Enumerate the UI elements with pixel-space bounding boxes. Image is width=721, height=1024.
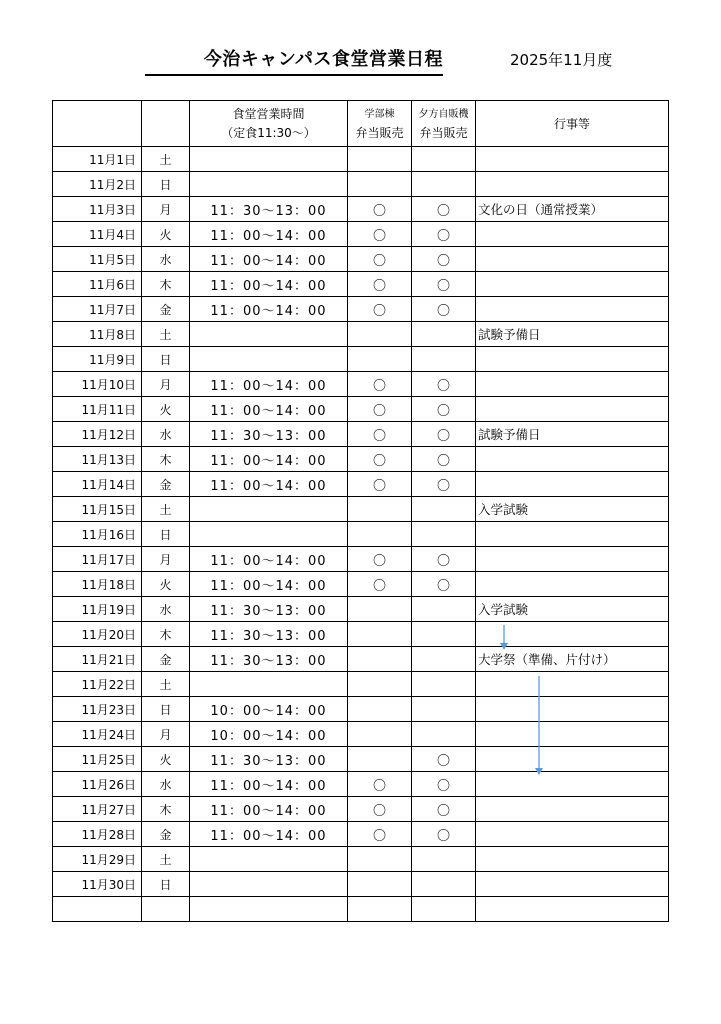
- bento2-mark: [412, 172, 476, 197]
- weekday-cell: 土: [142, 497, 190, 522]
- bento1-mark: [348, 697, 412, 722]
- bento1-mark: 〇: [348, 197, 412, 222]
- date-cell: 11月28日: [53, 822, 142, 847]
- date-cell: 11月27日: [53, 797, 142, 822]
- table-row: [53, 622, 669, 647]
- table-row: [53, 397, 669, 422]
- bento2-mark: [412, 497, 476, 522]
- event-cell: [476, 772, 669, 797]
- bento2-mark: [412, 622, 476, 647]
- page-title: 今治キャンパス食堂営業日程: [145, 48, 443, 76]
- bento1-mark: [348, 672, 412, 697]
- hours-cell: 11：00～14：00: [190, 247, 348, 272]
- event-cell: [476, 897, 669, 922]
- weekday-cell: 木: [142, 622, 190, 647]
- header-bento1: [348, 101, 412, 147]
- event-cell: [476, 222, 669, 247]
- bento2-mark: 〇: [412, 447, 476, 472]
- weekday-cell: 日: [142, 522, 190, 547]
- bento1-mark: 〇: [348, 272, 412, 297]
- hours-cell: 11：00～14：00: [190, 472, 348, 497]
- weekday-cell: 土: [142, 672, 190, 697]
- table-row: [53, 722, 669, 747]
- hours-cell: 11：00～14：00: [190, 397, 348, 422]
- table-row: [53, 447, 669, 472]
- date-cell: 11月21日: [53, 647, 142, 672]
- table-row: [53, 472, 669, 497]
- table-row: [53, 247, 669, 272]
- bento1-mark: [348, 747, 412, 772]
- bento1-mark: 〇: [348, 422, 412, 447]
- hours-cell: 10：00～14：00: [190, 697, 348, 722]
- bento1-mark: 〇: [348, 397, 412, 422]
- weekday-cell: 日: [142, 697, 190, 722]
- bento2-mark: 〇: [412, 222, 476, 247]
- event-cell: [476, 372, 669, 397]
- table-row: [53, 197, 669, 222]
- bento1-mark: [348, 622, 412, 647]
- bento1-mark: [348, 322, 412, 347]
- hours-cell: 11：30～13：00: [190, 647, 348, 672]
- event-cell: 試験予備日: [476, 322, 669, 347]
- header-row: [53, 101, 669, 147]
- event-cell: 大学祭（準備、片付け）: [476, 647, 669, 672]
- date-cell: 11月14日: [53, 472, 142, 497]
- weekday-cell: 月: [142, 372, 190, 397]
- bento2-mark: 〇: [412, 247, 476, 272]
- table-row: [53, 172, 669, 197]
- event-cell: [476, 472, 669, 497]
- header-bento2-place: 夕方自販機: [418, 108, 469, 120]
- weekday-cell: 金: [142, 297, 190, 322]
- hours-cell: [190, 497, 348, 522]
- bento1-mark: 〇: [348, 822, 412, 847]
- table-row: [53, 822, 669, 847]
- hours-cell: 11：30～13：00: [190, 197, 348, 222]
- date-cell: 11月6日: [53, 272, 142, 297]
- bento2-mark: [412, 847, 476, 872]
- hours-cell: [190, 322, 348, 347]
- bento1-mark: 〇: [348, 247, 412, 272]
- event-cell: [476, 722, 669, 747]
- event-cell: [476, 172, 669, 197]
- bento2-mark: 〇: [412, 372, 476, 397]
- weekday-cell: 日: [142, 347, 190, 372]
- date-cell: 11月4日: [53, 222, 142, 247]
- date-cell: 11月3日: [53, 197, 142, 222]
- weekday-cell: 土: [142, 847, 190, 872]
- date-cell: 11月25日: [53, 747, 142, 772]
- weekday-cell: 土: [142, 147, 190, 172]
- header-bento2: [412, 101, 476, 147]
- bento1-mark: [348, 872, 412, 897]
- event-cell: [476, 672, 669, 697]
- event-cell: 試験予備日: [476, 422, 669, 447]
- bento1-mark: [348, 172, 412, 197]
- weekday-cell: 木: [142, 272, 190, 297]
- table-row: [53, 847, 669, 872]
- bento2-mark: [412, 722, 476, 747]
- hours-cell: 11：00～14：00: [190, 272, 348, 297]
- event-cell: [476, 572, 669, 597]
- schedule-table: [52, 100, 669, 922]
- header-hours: [190, 101, 348, 147]
- header-bento1-place: 学部棟: [364, 108, 395, 120]
- bento2-mark: 〇: [412, 572, 476, 597]
- bento2-mark: [412, 347, 476, 372]
- date-cell: 11月17日: [53, 547, 142, 572]
- bento2-mark: [412, 872, 476, 897]
- date-cell: 11月26日: [53, 772, 142, 797]
- event-cell: [476, 872, 669, 897]
- weekday-cell: [142, 897, 190, 922]
- date-cell: 11月13日: [53, 447, 142, 472]
- hours-cell: 11：30～13：00: [190, 747, 348, 772]
- table-row: [53, 297, 669, 322]
- table-row: [53, 422, 669, 447]
- hours-cell: 11：00～14：00: [190, 547, 348, 572]
- date-cell: 11月23日: [53, 697, 142, 722]
- bento2-mark: 〇: [412, 297, 476, 322]
- bento2-mark: 〇: [412, 547, 476, 572]
- weekday-cell: 金: [142, 822, 190, 847]
- table-row: [53, 797, 669, 822]
- weekday-cell: 日: [142, 872, 190, 897]
- weekday-cell: 日: [142, 172, 190, 197]
- weekday-cell: 火: [142, 572, 190, 597]
- hours-cell: [190, 147, 348, 172]
- table-row: [53, 672, 669, 697]
- date-cell: 11月11日: [53, 397, 142, 422]
- date-cell: 11月8日: [53, 322, 142, 347]
- table-row: [53, 147, 669, 172]
- bento2-mark: [412, 697, 476, 722]
- header-date: [53, 101, 142, 147]
- header-event: 行事等: [476, 101, 669, 147]
- bento2-mark: 〇: [412, 397, 476, 422]
- hours-cell: 11：30～13：00: [190, 622, 348, 647]
- hours-cell: 11：00～14：00: [190, 797, 348, 822]
- table-row: [53, 272, 669, 297]
- date-cell: 11月18日: [53, 572, 142, 597]
- bento2-mark: 〇: [412, 797, 476, 822]
- bento1-mark: [348, 647, 412, 672]
- bento2-mark: [412, 672, 476, 697]
- bento2-mark: [412, 522, 476, 547]
- date-cell: 11月1日: [53, 147, 142, 172]
- event-cell: 文化の日（通常授業）: [476, 197, 669, 222]
- event-cell: [476, 522, 669, 547]
- date-cell: 11月2日: [53, 172, 142, 197]
- table-row: [53, 547, 669, 572]
- hours-cell: [190, 897, 348, 922]
- event-cell: [476, 447, 669, 472]
- bento1-mark: [348, 522, 412, 547]
- hours-cell: 11：00～14：00: [190, 772, 348, 797]
- event-cell: [476, 822, 669, 847]
- bento2-mark: 〇: [412, 422, 476, 447]
- table-row: [53, 322, 669, 347]
- hours-cell: [190, 522, 348, 547]
- date-cell: 11月15日: [53, 497, 142, 522]
- bento2-mark: [412, 147, 476, 172]
- bento1-mark: [348, 497, 412, 522]
- date-cell: 11月30日: [53, 872, 142, 897]
- bento2-mark: 〇: [412, 272, 476, 297]
- event-cell: 入学試験: [476, 497, 669, 522]
- weekday-cell: 金: [142, 647, 190, 672]
- bento2-mark: [412, 322, 476, 347]
- weekday-cell: 火: [142, 747, 190, 772]
- hours-cell: 11：00～14：00: [190, 297, 348, 322]
- bento2-mark: 〇: [412, 472, 476, 497]
- bento1-mark: 〇: [348, 547, 412, 572]
- event-cell: [476, 297, 669, 322]
- event-cell: [476, 797, 669, 822]
- bento1-mark: [348, 722, 412, 747]
- event-cell: [476, 272, 669, 297]
- weekday-cell: 月: [142, 722, 190, 747]
- bento1-mark: [348, 847, 412, 872]
- hours-cell: 11：30～13：00: [190, 422, 348, 447]
- weekday-cell: 月: [142, 197, 190, 222]
- date-cell: 11月10日: [53, 372, 142, 397]
- weekday-cell: 金: [142, 472, 190, 497]
- header-bento2-label: 弁当販売: [419, 125, 468, 140]
- weekday-cell: 木: [142, 797, 190, 822]
- bento1-mark: [348, 147, 412, 172]
- bento1-mark: [348, 897, 412, 922]
- event-cell: [476, 747, 669, 772]
- event-cell: [476, 247, 669, 272]
- weekday-cell: 水: [142, 597, 190, 622]
- date-cell: 11月9日: [53, 347, 142, 372]
- header-bento1-label: 弁当販売: [355, 125, 404, 140]
- date-cell: 11月12日: [53, 422, 142, 447]
- header-hours-title: 食堂営業時間: [232, 106, 305, 121]
- hours-cell: 11：00～14：00: [190, 822, 348, 847]
- table-row: [53, 597, 669, 622]
- bento1-mark: 〇: [348, 572, 412, 597]
- hours-cell: [190, 672, 348, 697]
- hours-cell: 11：30～13：00: [190, 597, 348, 622]
- date-cell: [53, 897, 142, 922]
- bento1-mark: [348, 597, 412, 622]
- date-cell: 11月24日: [53, 722, 142, 747]
- header-hours-note: （定食11:30～）: [221, 125, 316, 140]
- event-cell: [476, 547, 669, 572]
- weekday-cell: 木: [142, 447, 190, 472]
- event-cell: [476, 397, 669, 422]
- event-cell: [476, 147, 669, 172]
- bento1-mark: [348, 347, 412, 372]
- bento1-mark: 〇: [348, 297, 412, 322]
- bento1-mark: 〇: [348, 797, 412, 822]
- hours-cell: [190, 872, 348, 897]
- date-cell: 11月29日: [53, 847, 142, 872]
- hours-cell: [190, 172, 348, 197]
- bento2-mark: 〇: [412, 747, 476, 772]
- weekday-cell: 火: [142, 222, 190, 247]
- event-cell: [476, 347, 669, 372]
- schedule-body: [53, 147, 669, 922]
- bento1-mark: 〇: [348, 447, 412, 472]
- bento2-mark: 〇: [412, 197, 476, 222]
- table-row: [53, 772, 669, 797]
- date-cell: 11月7日: [53, 297, 142, 322]
- table-row: [53, 372, 669, 397]
- period-label: 2025年11月度: [510, 51, 613, 69]
- weekday-cell: 水: [142, 247, 190, 272]
- weekday-cell: 水: [142, 422, 190, 447]
- header-day: [142, 101, 190, 147]
- table-row: [53, 347, 669, 372]
- date-cell: 11月22日: [53, 672, 142, 697]
- hours-cell: 11：00～14：00: [190, 572, 348, 597]
- weekday-cell: 月: [142, 547, 190, 572]
- hours-cell: [190, 847, 348, 872]
- hours-cell: 11：00～14：00: [190, 222, 348, 247]
- weekday-cell: 土: [142, 322, 190, 347]
- table-row: [53, 522, 669, 547]
- bento2-mark: 〇: [412, 772, 476, 797]
- bento1-mark: 〇: [348, 472, 412, 497]
- date-cell: 11月19日: [53, 597, 142, 622]
- hours-cell: 11：00～14：00: [190, 447, 348, 472]
- bento2-mark: 〇: [412, 822, 476, 847]
- hours-cell: [190, 347, 348, 372]
- table-row: [53, 222, 669, 247]
- bento1-mark: 〇: [348, 372, 412, 397]
- event-cell: [476, 622, 669, 647]
- table-row: [53, 872, 669, 897]
- date-cell: 11月5日: [53, 247, 142, 272]
- date-cell: 11月16日: [53, 522, 142, 547]
- hours-cell: 11：00～14：00: [190, 372, 348, 397]
- bento2-mark: [412, 897, 476, 922]
- bento1-mark: 〇: [348, 772, 412, 797]
- event-cell: [476, 697, 669, 722]
- bento2-mark: [412, 647, 476, 672]
- date-cell: 11月20日: [53, 622, 142, 647]
- table-row: [53, 897, 669, 922]
- table-row: [53, 497, 669, 522]
- table-row: [53, 572, 669, 597]
- table-row: [53, 647, 669, 672]
- weekday-cell: 水: [142, 772, 190, 797]
- table-row: [53, 697, 669, 722]
- hours-cell: 10：00～14：00: [190, 722, 348, 747]
- event-cell: [476, 847, 669, 872]
- bento2-mark: [412, 597, 476, 622]
- table-row: [53, 747, 669, 772]
- weekday-cell: 火: [142, 397, 190, 422]
- event-cell: 入学試験: [476, 597, 669, 622]
- bento1-mark: 〇: [348, 222, 412, 247]
